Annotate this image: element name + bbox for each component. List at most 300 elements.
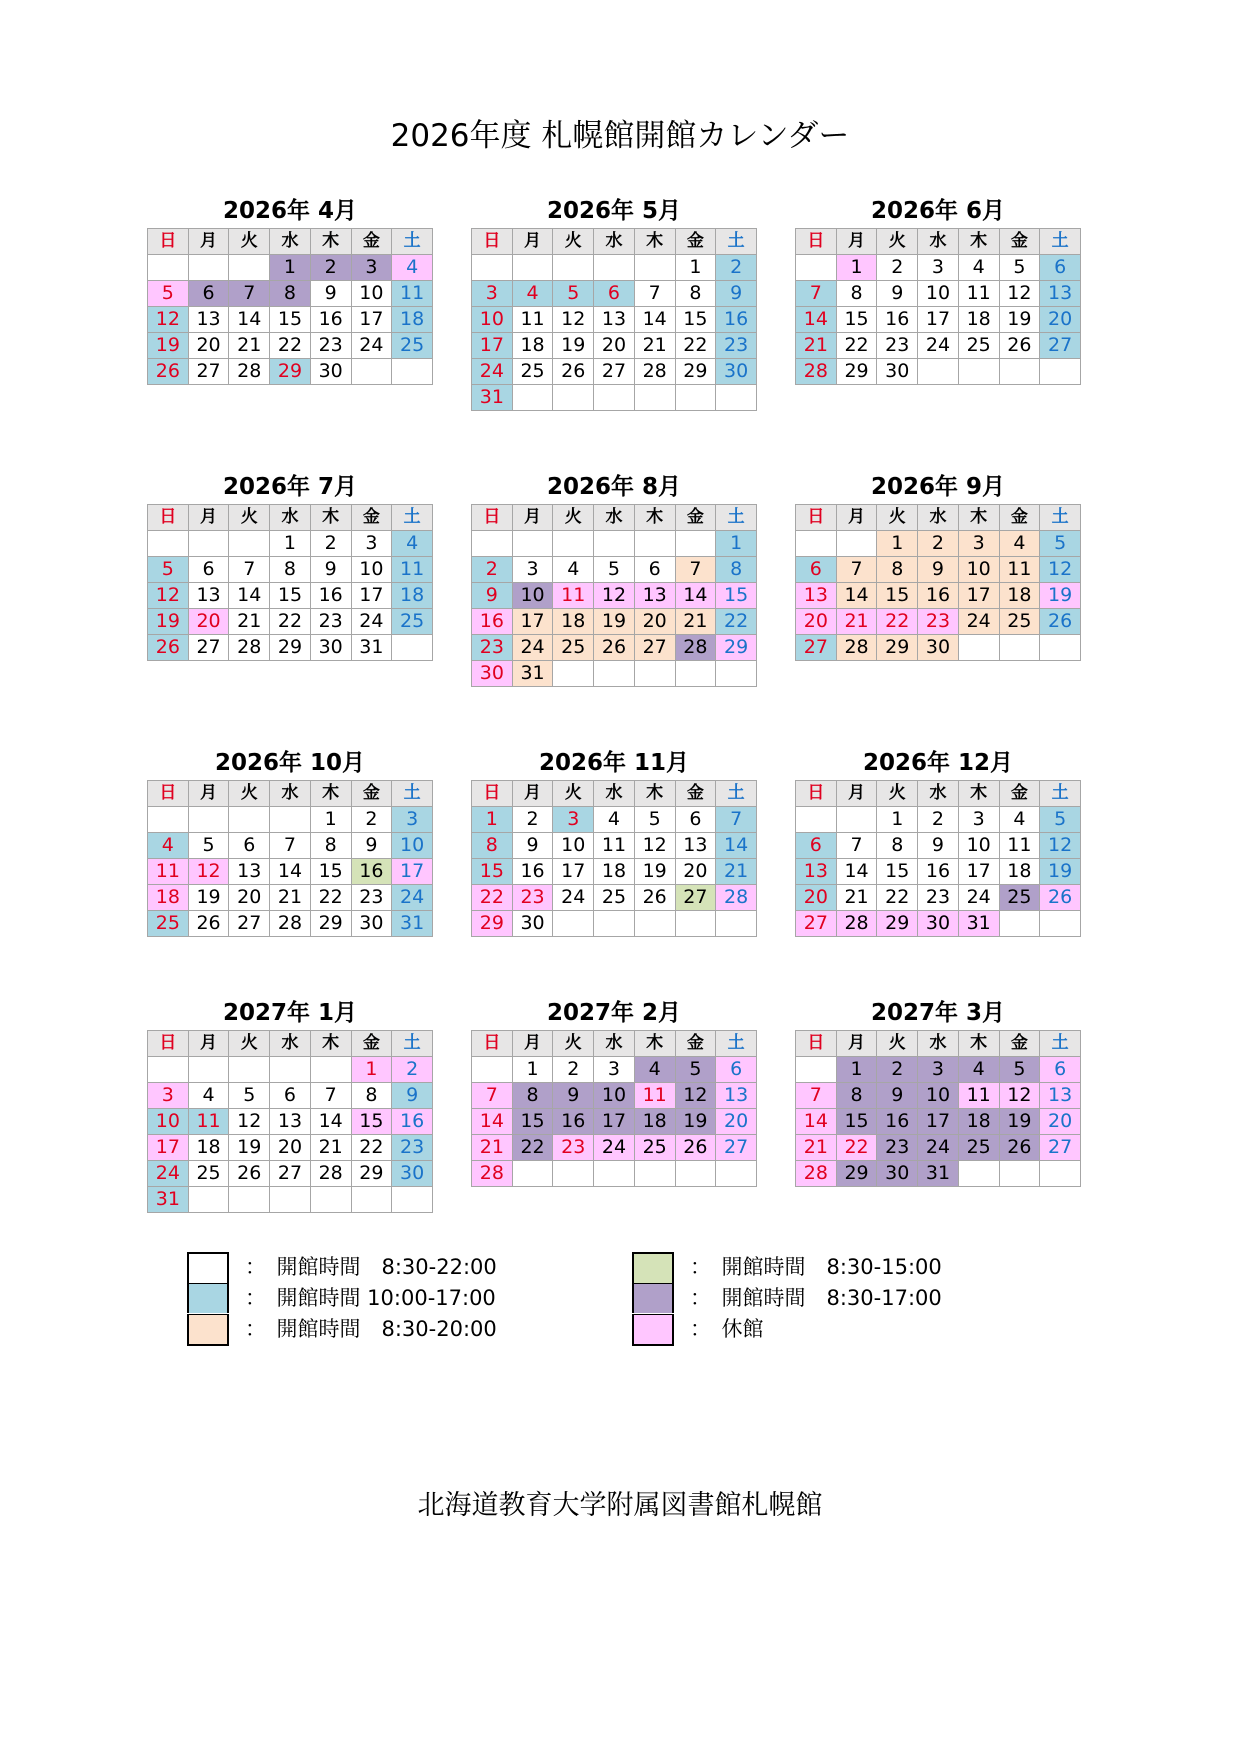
day-cell: 30 — [877, 359, 918, 385]
week-row — [472, 583, 757, 609]
footer-library-name: 北海道教育大学附属図書館札幌館 — [417, 1490, 823, 1521]
weekday-header: 木 — [958, 1031, 999, 1057]
day-cell: 12 — [675, 1083, 716, 1109]
day-cell: 22 — [512, 1135, 553, 1161]
day-cell: 30 — [918, 911, 959, 937]
week-row — [796, 609, 1081, 635]
month-calendar — [147, 194, 433, 385]
day-cell: 21 — [716, 859, 757, 885]
weekday-header: 金 — [675, 1031, 716, 1057]
day-cell: 26 — [553, 359, 594, 385]
day-cell: 24 — [351, 333, 392, 359]
empty-cell — [553, 385, 594, 411]
day-cell: 28 — [796, 359, 837, 385]
week-row — [472, 859, 757, 885]
day-cell: 19 — [634, 859, 675, 885]
empty-cell — [675, 911, 716, 937]
day-cell: 16 — [877, 1109, 918, 1135]
week-row — [472, 635, 757, 661]
weekday-header: 火 — [229, 505, 270, 531]
day-cell: 20 — [188, 333, 229, 359]
weekday-header: 月 — [188, 1031, 229, 1057]
day-cell: 24 — [594, 1135, 635, 1161]
page-title: 2026年度 札幌館開館カレンダー — [390, 118, 850, 154]
empty-cell — [675, 661, 716, 687]
day-cell: 14 — [270, 859, 311, 885]
empty-cell — [634, 255, 675, 281]
day-cell: 26 — [188, 911, 229, 937]
weekday-header: 金 — [999, 229, 1040, 255]
weekday-header: 月 — [512, 229, 553, 255]
weekday-header: 日 — [796, 229, 837, 255]
day-cell: 31 — [918, 1161, 959, 1187]
day-cell: 3 — [512, 557, 553, 583]
empty-cell — [716, 1161, 757, 1187]
week-row — [148, 885, 433, 911]
day-cell: 23 — [918, 885, 959, 911]
day-cell: 1 — [877, 807, 918, 833]
day-cell: 19 — [999, 1109, 1040, 1135]
month-table — [795, 1030, 1081, 1187]
day-cell: 30 — [472, 661, 513, 687]
day-cell: 3 — [351, 255, 392, 281]
week-row — [472, 333, 757, 359]
month-table — [795, 504, 1081, 661]
week-row — [148, 307, 433, 333]
day-cell: 27 — [1040, 333, 1081, 359]
month-calendar — [147, 470, 433, 661]
day-cell: 28 — [836, 635, 877, 661]
week-row — [148, 359, 433, 385]
day-cell: 5 — [594, 557, 635, 583]
day-cell: 17 — [553, 859, 594, 885]
day-cell: 10 — [958, 833, 999, 859]
month-title: 2027年 3月 — [870, 1000, 1006, 1026]
day-cell: 29 — [836, 1161, 877, 1187]
day-cell: 16 — [351, 859, 392, 885]
month-title: 2026年 4月 — [222, 198, 358, 224]
legend-swatch — [187, 1314, 229, 1346]
empty-cell — [512, 385, 553, 411]
day-cell: 27 — [796, 911, 837, 937]
day-cell: 23 — [877, 333, 918, 359]
empty-cell — [512, 1161, 553, 1187]
day-cell: 13 — [594, 307, 635, 333]
empty-cell — [836, 531, 877, 557]
day-cell: 25 — [999, 885, 1040, 911]
day-cell: 1 — [512, 1057, 553, 1083]
day-cell: 11 — [553, 583, 594, 609]
day-cell: 18 — [392, 307, 433, 333]
day-cell: 21 — [675, 609, 716, 635]
day-cell: 12 — [999, 1083, 1040, 1109]
day-cell: 31 — [512, 661, 553, 687]
day-cell: 25 — [958, 1135, 999, 1161]
day-cell: 26 — [675, 1135, 716, 1161]
day-cell: 7 — [796, 281, 837, 307]
day-cell: 7 — [634, 281, 675, 307]
day-cell: 30 — [351, 911, 392, 937]
day-cell: 28 — [472, 1161, 513, 1187]
day-cell: 22 — [310, 885, 351, 911]
day-cell: 19 — [229, 1135, 270, 1161]
legend-swatch — [187, 1283, 229, 1313]
day-cell: 2 — [918, 531, 959, 557]
day-cell: 6 — [634, 557, 675, 583]
day-cell: 10 — [512, 583, 553, 609]
empty-cell — [553, 911, 594, 937]
day-cell: 19 — [999, 307, 1040, 333]
month-calendar — [795, 194, 1081, 385]
weekday-header: 金 — [999, 1031, 1040, 1057]
day-cell: 31 — [958, 911, 999, 937]
empty-cell — [594, 911, 635, 937]
day-cell: 23 — [716, 333, 757, 359]
weekday-header: 土 — [1040, 505, 1081, 531]
week-row — [796, 911, 1081, 937]
week-row — [796, 333, 1081, 359]
weekday-header: 火 — [553, 1031, 594, 1057]
month-calendar — [147, 996, 433, 1213]
weekday-header: 木 — [634, 229, 675, 255]
day-cell: 9 — [553, 1083, 594, 1109]
day-cell: 19 — [188, 885, 229, 911]
day-cell: 27 — [594, 359, 635, 385]
week-row — [148, 583, 433, 609]
day-cell: 11 — [148, 859, 189, 885]
day-cell: 1 — [675, 255, 716, 281]
day-cell: 19 — [594, 609, 635, 635]
day-cell: 12 — [1040, 557, 1081, 583]
weekday-header: 火 — [553, 781, 594, 807]
week-row — [148, 557, 433, 583]
week-row — [796, 583, 1081, 609]
day-cell: 15 — [351, 1109, 392, 1135]
empty-cell — [716, 661, 757, 687]
day-cell: 9 — [351, 833, 392, 859]
empty-cell — [229, 1057, 270, 1083]
day-cell: 25 — [594, 885, 635, 911]
day-cell: 8 — [877, 557, 918, 583]
day-cell: 17 — [392, 859, 433, 885]
day-cell: 20 — [716, 1109, 757, 1135]
month-calendar — [471, 194, 757, 411]
weekday-header: 金 — [351, 229, 392, 255]
month-table — [471, 1030, 757, 1187]
weekday-header-row — [148, 229, 433, 255]
weekday-header: 土 — [392, 229, 433, 255]
day-cell: 5 — [999, 255, 1040, 281]
day-cell: 1 — [877, 531, 918, 557]
week-row — [796, 1083, 1081, 1109]
day-cell: 27 — [229, 911, 270, 937]
weekday-header-row — [148, 781, 433, 807]
empty-cell — [351, 1187, 392, 1213]
weekday-header: 水 — [918, 229, 959, 255]
empty-cell — [634, 531, 675, 557]
month-title: 2027年 2月 — [546, 1000, 682, 1026]
week-row — [148, 1161, 433, 1187]
day-cell: 15 — [716, 583, 757, 609]
day-cell: 8 — [877, 833, 918, 859]
day-cell: 26 — [148, 359, 189, 385]
day-cell: 17 — [958, 859, 999, 885]
day-cell: 11 — [634, 1083, 675, 1109]
day-cell: 14 — [229, 583, 270, 609]
weekday-header-row — [796, 505, 1081, 531]
day-cell: 20 — [594, 333, 635, 359]
day-cell: 24 — [351, 609, 392, 635]
day-cell: 13 — [1040, 281, 1081, 307]
empty-cell — [553, 255, 594, 281]
day-cell: 29 — [351, 1161, 392, 1187]
day-cell: 14 — [675, 583, 716, 609]
day-cell: 23 — [310, 609, 351, 635]
day-cell: 18 — [188, 1135, 229, 1161]
empty-cell — [188, 531, 229, 557]
day-cell: 21 — [796, 1135, 837, 1161]
month-table — [795, 780, 1081, 937]
week-row — [148, 609, 433, 635]
day-cell: 7 — [229, 557, 270, 583]
empty-cell — [999, 911, 1040, 937]
day-cell: 18 — [999, 583, 1040, 609]
weekday-header: 火 — [877, 229, 918, 255]
week-row — [796, 1109, 1081, 1135]
day-cell: 31 — [351, 635, 392, 661]
weekday-header: 水 — [270, 781, 311, 807]
empty-cell — [270, 1187, 311, 1213]
weekday-header: 木 — [310, 781, 351, 807]
day-cell: 20 — [675, 859, 716, 885]
week-row — [472, 1161, 757, 1187]
month-title: 2026年 9月 — [870, 474, 1006, 500]
day-cell: 28 — [836, 911, 877, 937]
empty-cell — [392, 635, 433, 661]
legend-swatch — [632, 1314, 674, 1346]
day-cell: 23 — [472, 635, 513, 661]
day-cell: 30 — [310, 359, 351, 385]
day-cell: 1 — [351, 1057, 392, 1083]
weekday-header: 火 — [229, 229, 270, 255]
day-cell: 26 — [229, 1161, 270, 1187]
empty-cell — [918, 359, 959, 385]
empty-cell — [796, 1057, 837, 1083]
day-cell: 16 — [512, 859, 553, 885]
empty-cell — [836, 807, 877, 833]
weekday-header: 水 — [918, 505, 959, 531]
day-cell: 9 — [310, 281, 351, 307]
day-cell: 10 — [392, 833, 433, 859]
day-cell: 14 — [796, 307, 837, 333]
day-cell: 3 — [918, 1057, 959, 1083]
day-cell: 4 — [999, 531, 1040, 557]
weekday-header-row — [148, 505, 433, 531]
day-cell: 9 — [310, 557, 351, 583]
day-cell: 30 — [392, 1161, 433, 1187]
day-cell: 20 — [229, 885, 270, 911]
empty-cell — [392, 359, 433, 385]
day-cell: 14 — [716, 833, 757, 859]
day-cell: 19 — [553, 333, 594, 359]
day-cell: 4 — [148, 833, 189, 859]
month-title: 2026年 12月 — [862, 750, 1014, 776]
week-row — [472, 307, 757, 333]
empty-cell — [999, 359, 1040, 385]
day-cell: 26 — [999, 1135, 1040, 1161]
week-row — [796, 807, 1081, 833]
day-cell: 8 — [716, 557, 757, 583]
day-cell: 17 — [472, 333, 513, 359]
legend-label: ： 開館時間 8:30-20:00 — [245, 1317, 497, 1341]
weekday-header: 月 — [836, 229, 877, 255]
day-cell: 6 — [594, 281, 635, 307]
weekday-header: 土 — [1040, 229, 1081, 255]
week-row — [796, 531, 1081, 557]
day-cell: 23 — [918, 609, 959, 635]
month-title: 2026年 11月 — [538, 750, 690, 776]
weekday-header: 月 — [188, 229, 229, 255]
day-cell: 28 — [675, 635, 716, 661]
month-table — [147, 504, 433, 661]
week-row — [148, 833, 433, 859]
week-row — [472, 1135, 757, 1161]
day-cell: 2 — [392, 1057, 433, 1083]
day-cell: 20 — [796, 609, 837, 635]
month-table — [471, 504, 757, 687]
day-cell: 2 — [877, 1057, 918, 1083]
day-cell: 6 — [675, 807, 716, 833]
day-cell: 10 — [472, 307, 513, 333]
empty-cell — [716, 911, 757, 937]
day-cell: 4 — [553, 557, 594, 583]
week-row — [472, 661, 757, 687]
week-row — [148, 1109, 433, 1135]
day-cell: 5 — [675, 1057, 716, 1083]
month-calendar — [471, 746, 757, 937]
day-cell: 20 — [1040, 307, 1081, 333]
empty-cell — [229, 1187, 270, 1213]
day-cell: 23 — [512, 885, 553, 911]
empty-cell — [1040, 359, 1081, 385]
weekday-header: 土 — [1040, 1031, 1081, 1057]
day-cell: 15 — [836, 1109, 877, 1135]
empty-cell — [594, 255, 635, 281]
week-row — [796, 885, 1081, 911]
day-cell: 10 — [918, 1083, 959, 1109]
day-cell: 13 — [675, 833, 716, 859]
weekday-header: 木 — [634, 505, 675, 531]
day-cell: 25 — [958, 333, 999, 359]
day-cell: 29 — [270, 635, 311, 661]
day-cell: 21 — [270, 885, 311, 911]
day-cell: 14 — [472, 1109, 513, 1135]
empty-cell — [553, 531, 594, 557]
day-cell: 6 — [270, 1083, 311, 1109]
empty-cell — [148, 807, 189, 833]
day-cell: 21 — [836, 609, 877, 635]
month-title: 2026年 8月 — [546, 474, 682, 500]
month-table — [147, 228, 433, 385]
day-cell: 3 — [553, 807, 594, 833]
day-cell: 22 — [877, 885, 918, 911]
weekday-header: 金 — [675, 505, 716, 531]
weekday-header-row — [796, 229, 1081, 255]
day-cell: 30 — [512, 911, 553, 937]
day-cell: 1 — [270, 531, 311, 557]
day-cell: 21 — [836, 885, 877, 911]
week-row — [148, 911, 433, 937]
day-cell: 1 — [310, 807, 351, 833]
day-cell: 15 — [675, 307, 716, 333]
day-cell: 17 — [958, 583, 999, 609]
weekday-header: 月 — [188, 781, 229, 807]
day-cell: 4 — [594, 807, 635, 833]
empty-cell — [188, 255, 229, 281]
day-cell: 16 — [716, 307, 757, 333]
day-cell: 13 — [188, 583, 229, 609]
day-cell: 6 — [716, 1057, 757, 1083]
weekday-header: 水 — [594, 505, 635, 531]
day-cell: 21 — [310, 1135, 351, 1161]
weekday-header: 木 — [958, 781, 999, 807]
day-cell: 22 — [351, 1135, 392, 1161]
empty-cell — [472, 255, 513, 281]
day-cell: 23 — [351, 885, 392, 911]
empty-cell — [472, 1057, 513, 1083]
weekday-header-row — [796, 781, 1081, 807]
day-cell: 12 — [148, 583, 189, 609]
day-cell: 22 — [270, 333, 311, 359]
week-row — [148, 1187, 433, 1213]
day-cell: 9 — [512, 833, 553, 859]
day-cell: 5 — [229, 1083, 270, 1109]
day-cell: 13 — [188, 307, 229, 333]
day-cell: 3 — [918, 255, 959, 281]
empty-cell — [634, 661, 675, 687]
day-cell: 7 — [836, 557, 877, 583]
day-cell: 21 — [634, 333, 675, 359]
day-cell: 8 — [836, 1083, 877, 1109]
empty-cell — [1040, 635, 1081, 661]
day-cell: 17 — [918, 307, 959, 333]
day-cell: 17 — [351, 307, 392, 333]
day-cell: 25 — [392, 333, 433, 359]
day-cell: 15 — [270, 307, 311, 333]
month-calendar — [795, 470, 1081, 661]
month-calendar — [471, 470, 757, 687]
weekday-header: 土 — [1040, 781, 1081, 807]
month-title: 2026年 10月 — [214, 750, 366, 776]
week-row — [148, 281, 433, 307]
weekday-header: 日 — [148, 1031, 189, 1057]
weekday-header: 日 — [796, 781, 837, 807]
week-row — [796, 833, 1081, 859]
day-cell: 2 — [310, 255, 351, 281]
empty-cell — [229, 531, 270, 557]
empty-cell — [229, 255, 270, 281]
day-cell: 8 — [675, 281, 716, 307]
empty-cell — [553, 1161, 594, 1187]
day-cell: 18 — [958, 1109, 999, 1135]
day-cell: 11 — [594, 833, 635, 859]
empty-cell — [148, 1057, 189, 1083]
day-cell: 6 — [229, 833, 270, 859]
day-cell: 20 — [1040, 1109, 1081, 1135]
day-cell: 12 — [594, 583, 635, 609]
weekday-header-row — [472, 229, 757, 255]
day-cell: 7 — [796, 1083, 837, 1109]
